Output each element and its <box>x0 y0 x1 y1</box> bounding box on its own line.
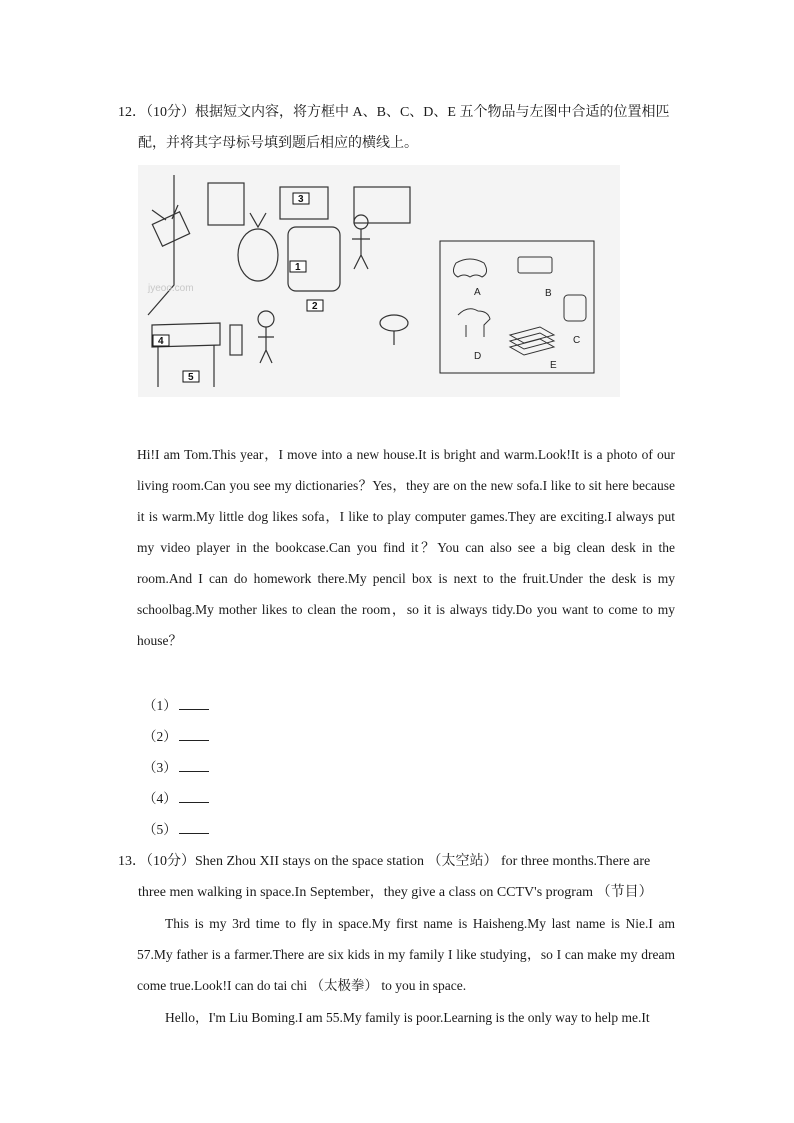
item-label-b: B <box>545 288 552 299</box>
question-13-header-line2: three men walking in space.In September，they give a class on CCTV's program （节目） <box>138 885 653 900</box>
number-label-3: 3 <box>298 194 304 205</box>
door-shape <box>208 183 244 225</box>
answer-label-3: （3） <box>143 760 177 775</box>
number-label-1: 1 <box>295 262 301 273</box>
chair-shape <box>230 325 242 355</box>
answer-blank-4[interactable] <box>179 784 209 803</box>
question-13-header <box>118 846 678 908</box>
person-body <box>352 229 370 269</box>
answer-row-5 <box>143 814 209 845</box>
living-room-illustration <box>138 165 620 397</box>
answer-blank-1[interactable] <box>179 691 209 710</box>
answer-label-5: （5） <box>143 822 177 837</box>
tv-shape <box>152 212 189 246</box>
number-label-2: 2 <box>312 301 318 312</box>
answer-row-4 <box>143 783 209 814</box>
plant-shape <box>250 213 266 227</box>
dog-icon <box>458 309 490 337</box>
question-12-header-line2: 配，并将其字母标号填到题后相应的横线上。 <box>138 136 418 151</box>
answer-label-4: （4） <box>143 791 177 806</box>
answer-blank-2[interactable] <box>179 722 209 741</box>
game-controller-icon <box>453 259 486 277</box>
answer-blank-3[interactable] <box>179 753 209 772</box>
cabinet-shape <box>354 187 410 223</box>
books-icon <box>510 327 554 355</box>
girl-head <box>258 311 274 327</box>
item-label-a: A <box>474 287 481 298</box>
video-player-icon <box>518 257 552 273</box>
watermark: jyeoo.com <box>148 283 194 294</box>
wall-line <box>148 175 174 315</box>
round-table-shape <box>238 229 278 281</box>
answer-row-2 <box>143 721 209 752</box>
number-label-5: 5 <box>188 372 194 383</box>
answer-label-1: （1） <box>143 698 177 713</box>
sofa-shape <box>288 227 340 291</box>
answer-row-1 <box>143 690 209 721</box>
living-room-drawing <box>138 165 620 397</box>
item-box <box>440 241 594 373</box>
person-head <box>354 215 368 229</box>
answer-label-2: （2） <box>143 729 177 744</box>
question-12-header-line1: 12．（10分）根据短文内容，将方框中 A、B、C、D、E 五个物品与左图中合适的位置相匹 <box>118 105 670 120</box>
item-label-c: C <box>573 335 581 346</box>
question-13-paragraph-1: This is my 3rd time to fly in space.My first name is Haisheng.My last name is Nie.I am 57.My father is a farmer.There are six kids in my family I like studying，so I can make my dream come true.Look!I can do tai chi （太极拳） to you in space. <box>137 916 675 993</box>
question-12-passage: Hi!I am Tom.This year，I move into a new house.It is bright and warm.Look!It is a photo of our living room.Can you see my dictionaries？Yes，they are on the new sofa.I like to sit here because it is warm.My little dog likes sofa，I like to play computer games.They are exciting.I always put my video player in the bookcase.Can you find it？You can also see a big clean desk in the room.And I can do homework there.My pencil box is next to the fruit.Under the desk is my schoolbag.My mother likes to clean the room，so it is always tidy.Do you want to come to my house？ <box>137 447 675 648</box>
side-table-shape <box>380 315 408 331</box>
question-12-header <box>118 97 678 159</box>
number-label-4: 4 <box>158 336 164 347</box>
schoolbag-icon <box>564 295 586 321</box>
girl-body <box>258 327 274 363</box>
answer-blank-5[interactable] <box>179 815 209 834</box>
question-13-paragraph-2: Hello，I'm Liu Boming.I am 55.My family is poor.Learning is the only way to help me.It <box>165 1010 650 1025</box>
item-label-d: D <box>474 351 482 362</box>
item-label-e: E <box>550 360 557 371</box>
question-13-header-line1: 13．（10分）Shen Zhou XII stays on the space station （太空站） for three months.There are <box>118 854 651 869</box>
answer-row-3 <box>143 752 209 783</box>
answer-blanks <box>143 690 209 845</box>
